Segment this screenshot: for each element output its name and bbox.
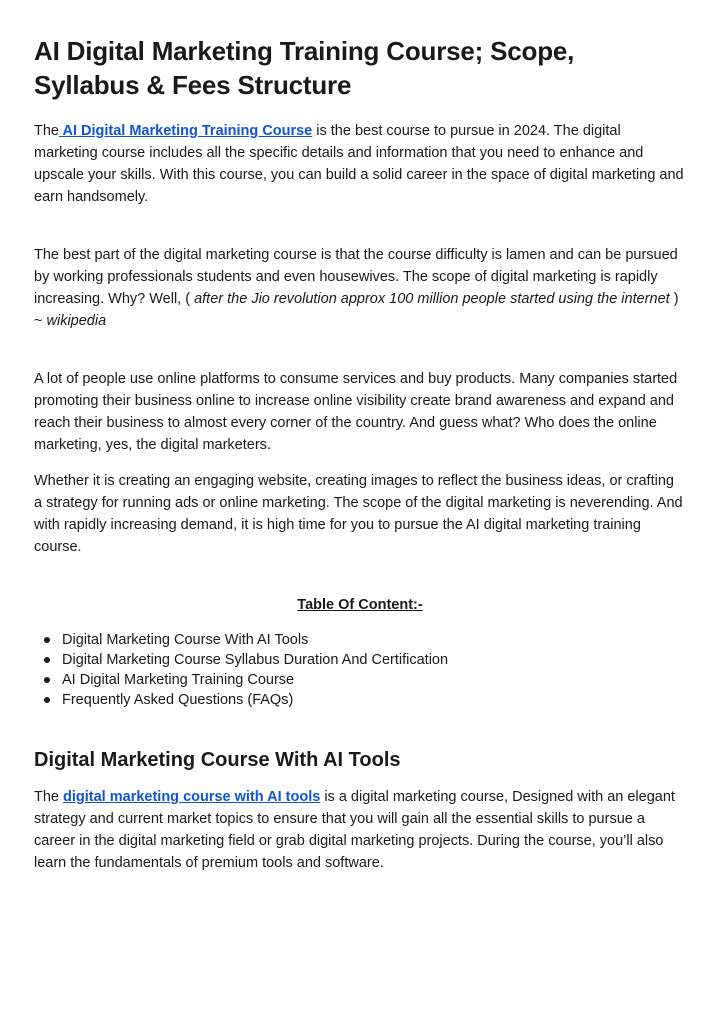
- toc-item-label: Digital Marketing Course Syllabus Duration And Certification: [62, 652, 449, 668]
- digital-marketing-course-with-ai-tools-link[interactable]: digital marketing course with AI tools: [63, 789, 321, 805]
- toc-item-label: AI Digital Marketing Training Course: [62, 672, 295, 688]
- toc-item-label: Frequently Asked Questions (FAQs): [62, 692, 294, 708]
- toc-item[interactable]: [44, 630, 686, 650]
- toc-item-label: Digital Marketing Course With AI Tools: [62, 632, 309, 648]
- document-page: [34, 34, 686, 874]
- toc-item[interactable]: [44, 670, 686, 690]
- page-title: AI Digital Marketing Training Course; Scope, Syllabus & Fees Structure: [34, 36, 575, 100]
- toc-item[interactable]: [44, 690, 686, 710]
- scope-text: The best part of the digital marketing course is that the course difficulty is lamen and can be pursued by working professionals students and even housewives. The scope of digital marketing is rapidly increasing. Why? Well, (: [34, 247, 678, 307]
- online-platforms-paragraph: A lot of people use online platforms to consume services and buy products. Many companies started promoting their business online to increase online visibility create brand awareness and expand and reach their business to almost every corner of the country. And guess what? Who does the online marketing, yes, the digital marketers.: [34, 371, 678, 453]
- intro-prefix: The: [34, 123, 59, 139]
- bullet-icon: [44, 697, 50, 703]
- scope-paragraph: [34, 244, 686, 332]
- scope-source: wikipedia: [46, 313, 107, 329]
- ai-tools-paragraph: [34, 786, 686, 874]
- intro-paragraph: [34, 120, 686, 208]
- ai-digital-marketing-training-course-link[interactable]: AI Digital Marketing Training Course: [59, 123, 313, 139]
- ai-tools-prefix: The: [34, 789, 64, 805]
- toc-title: Table Of Content:-: [297, 597, 423, 613]
- toc-list: [34, 630, 686, 710]
- toc-item[interactable]: [44, 650, 686, 670]
- bullet-icon: [44, 657, 50, 663]
- scope-neverending-paragraph: Whether it is creating an engaging website, creating images to reflect the business ideas, or crafting a strategy for running ads or online marketing. The scope of the digital marketing is neverending. And with rapidly increasing demand, it is high time for you to pursue the AI digital marketing training course.: [34, 473, 683, 555]
- scope-mid: ) ~: [34, 291, 679, 329]
- bullet-icon: [44, 677, 50, 683]
- ai-tools-rest: is a digital marketing course, Designed with an elegant strategy and current market topics to ensure that you will gain all the essential skills to pursue a career in the digital marketing field or grab digital marketing projects. During the course, you’ll also learn the fundamentals of premium tools and software.: [34, 789, 675, 871]
- intro-rest: is the best course to pursue in 2024. The digital marketing course includes all the specific details and information that you need to enhance and upscale your skills. With this course, you can build a solid career in the space of digital marketing and earn handsomely.: [34, 123, 684, 205]
- scope-quote: after the Jio revolution approx 100 million people started using the internet: [194, 291, 670, 307]
- bullet-icon: [44, 637, 50, 643]
- section-heading-ai-tools: Digital Marketing Course With AI Tools: [34, 749, 401, 771]
